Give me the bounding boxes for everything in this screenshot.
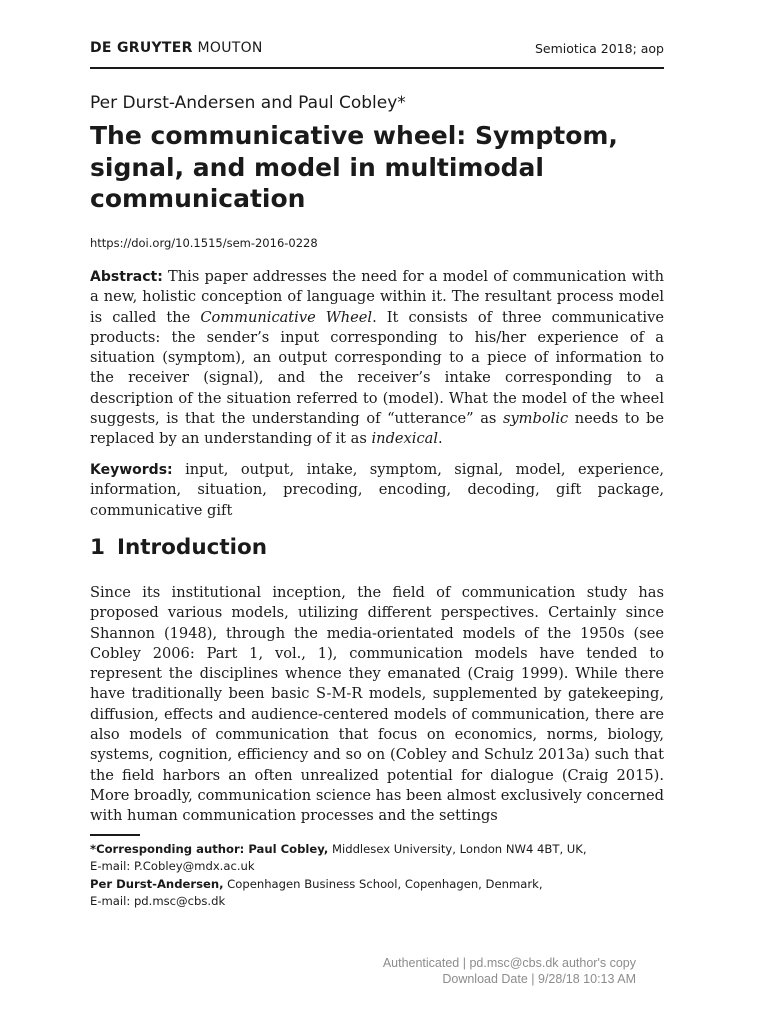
- keywords-text: input, output, intake, symptom, signal, model, experience, information, situation, precoding, encoding, decoding, gift package, communicative gift: [90, 461, 664, 519]
- second-author-line: [90, 876, 664, 893]
- abstract-text-1: This paper addresses the need for a model of communication with a new, holistic conception of language within it. The resultant process model is called the: [90, 268, 664, 326]
- journal-citation: Semiotica 2018; aop: [534, 41, 664, 56]
- keywords-label: Keywords:: [90, 462, 173, 478]
- section-heading: [90, 535, 267, 560]
- abstract-paragraph: [90, 267, 664, 450]
- doi-link[interactable]: https://doi.org/10.1515/sem-2016-0228: [90, 236, 318, 250]
- download-watermark: [383, 956, 636, 987]
- abstract-text-2: . It consists of three communicative products: the sender’s input corresponding to his/her experience of a situation (symptom), an output corresponding to a piece of information to the receiver (signal), and the receiver’s intake corresponding to a description of the situation referred to (model). What the model of the wheel suggests, is that the understanding of “utterance” as: [90, 308, 664, 428]
- section-title: Introduction: [116, 535, 268, 560]
- corresponding-author-affiliation: Middlesex University, London NW4 4BT, UK,: [328, 842, 587, 856]
- publisher-name-bold: DE GRUYTER: [90, 40, 193, 56]
- second-author-affiliation: Copenhagen Business School, Copenhagen, Denmark,: [223, 876, 543, 891]
- corresponding-author-line: [90, 841, 664, 858]
- abstract-text-4: .: [437, 430, 443, 448]
- author-footnotes: [90, 841, 664, 910]
- article-authors: Per Durst-Andersen and Paul Cobley*: [90, 93, 406, 113]
- header-divider: [90, 67, 664, 69]
- intro-paragraph: Since its institutional inception, the field of communication study has proposed various models, utilizing different perspectives. Certainly since Shannon (1948), through the media-orientated models of the 1950s (see Cobley 2006: Part 1, vol., 1), communication models have tended to represent the disciplines whence they emanated (Craig 1999). While there have traditionally been basic S-M-R models, supplemented by gatekeeping, diffusion, effects and audience-centered models of communication, there are also models of communication that focus on economics, norms, biology, systems, cognition, efficiency and so on (Cobley and Schulz 2013a) such that the field harbors an often unrealized potential for dialogue (Craig 2015). More broadly, communication science has been almost exclusively concerned with human communication processes and the settings: [90, 584, 664, 825]
- section-number: 1: [90, 535, 105, 560]
- article-title: The communicative wheel: Symptom, signal, and model in multimodal communication: [90, 121, 618, 213]
- publisher-name-light: MOUTON: [197, 40, 263, 56]
- corresponding-author-email: E-mail: P.Cobley@mdx.ac.uk: [90, 859, 255, 874]
- second-author-email: E-mail: pd.msc@cbs.dk: [90, 893, 226, 908]
- watermark-date-line: Download Date | 9/28/18 10:13 AM: [442, 971, 636, 986]
- footnote-divider: [90, 834, 140, 836]
- abstract-italic-3: indexical: [371, 430, 438, 448]
- abstract-label: Abstract:: [90, 269, 163, 285]
- page-header: [90, 40, 664, 68]
- abstract-text-3: needs to be replaced by an understanding of it as: [90, 410, 664, 448]
- abstract-italic-1: Communicative Wheel: [200, 308, 373, 326]
- publisher-logo: [90, 40, 263, 56]
- second-author-name: Per Durst-Andersen,: [90, 876, 224, 891]
- keywords-paragraph: [90, 460, 664, 521]
- corresponding-author-label: *Corresponding author: Paul Cobley,: [90, 842, 329, 856]
- abstract-italic-2: symbolic: [502, 410, 569, 428]
- watermark-auth-line: Authenticated | pd.msc@cbs.dk author's copy: [382, 956, 636, 970]
